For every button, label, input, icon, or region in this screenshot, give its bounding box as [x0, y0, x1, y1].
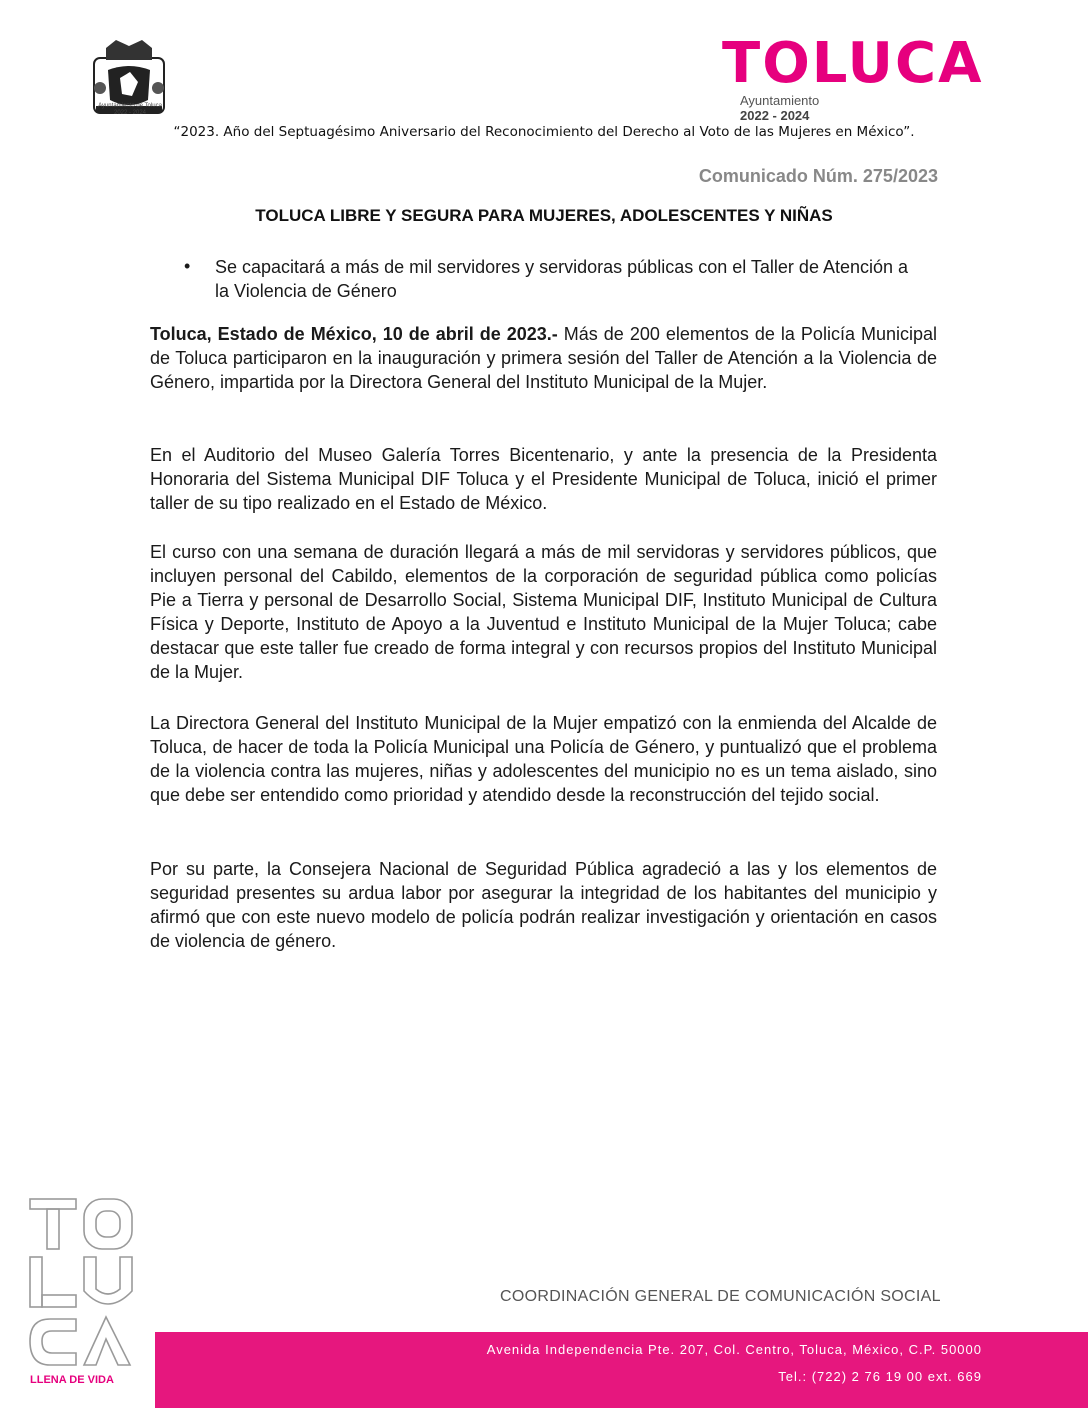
dateline: Toluca, Estado de México, 10 de abril de 2023.-	[150, 324, 558, 344]
paragraph-3: El curso con una semana de duración llegará a más de mil servidoras y servidores públicos, que incluyen personal del Cabildo, elementos de la corporación de seguridad pública como policías Pie a Tierra y personal de Desarrollo Social, Sistema Municipal DIF, Instituto Municipal de Cultura Física y Deporte, Instituto de Apoyo a la Juventud e Instituto Municipal de la Mujer Toluca; cabe destacar que este taller fue creado de forma integral y con recursos propios del Instituto Municipal de la Mujer.	[150, 542, 937, 682]
address: Avenida Independencia Pte. 207, Col. Centro, Toluca, México, C.P. 50000	[486, 1342, 982, 1357]
tagline: LLENA DE VIDA	[30, 1374, 114, 1386]
paragraph-4: La Directora General del Instituto Municipal de la Mujer empatizó con la enmienda del Alcalde de Toluca, de hacer de toda la Policía Municipal una Policía de Género, y puntualizó que el problema de la violencia contra las mujeres, niñas y adolescentes del municipio no es un tema aislado, sino que debe ser entendido como prioridad y atendido desde la reconstrucción del tejido social.	[150, 713, 937, 805]
paragraph-1	[150, 322, 937, 394]
summary-bullet: Se capacitará a más de mil servidores y servidoras públicas con el Taller de Atención a la Violencia de Género	[215, 257, 909, 301]
communique-number: Comunicado Núm. 275/2023	[698, 166, 938, 186]
seal-caption: Ayuntamiento de Toluca 2022 - 2024	[98, 103, 162, 116]
paragraph-2: En el Auditorio del Museo Galería Torres Bicentenario, y ante la presencia de la Presidenta Honoraria del Sistema Municipal DIF Toluca y el Presidente Municipal de Toluca, inició el primer taller de su tipo realizado en el Estado de México.	[150, 445, 937, 513]
logo-wordmark: TOLUCA	[722, 31, 984, 96]
toluca-footer-logo	[26, 1195, 146, 1395]
logo-subtitle: Ayuntamiento	[740, 93, 820, 108]
paragraph-5: Por su parte, la Consejera Nacional de Seguridad Pública agradeció a las y los elementos de seguridad presentes su ardua labor por asegurar la integridad de los habitantes del municipio y afirmó que con este nuevo modelo de policía podrán realizar investigación y orientación en casos de violencia de género.	[150, 859, 937, 951]
bullet-icon: •	[184, 256, 191, 276]
paragraph-1-text: Más de 200 elementos de la Policía Municipal de Toluca participaron en la inauguración y primera sesión del Taller de Atención a la Violencia de Género, impartida por la Directora General del Instituto Municipal de la Mujer.	[150, 324, 937, 392]
logo-years: 2022 - 2024	[740, 108, 810, 123]
department-name: COORDINACIÓN GENERAL DE COMUNICACIÓN SOCIAL	[500, 1288, 941, 1305]
toluca-outline-logo-icon	[26, 1195, 138, 1373]
phone: Tel.: (722) 2 76 19 00 ext. 669	[778, 1369, 982, 1384]
year-motto: “2023. Año del Septuagésimo Aniversario del Reconocimiento del Derecho al Voto de las Mujeres en México”.	[173, 124, 915, 140]
toluca-logo	[722, 31, 984, 130]
headline: TOLUCA LIBRE Y SEGURA PARA MUJERES, ADOLESCENTES Y NIÑAS	[255, 206, 833, 225]
